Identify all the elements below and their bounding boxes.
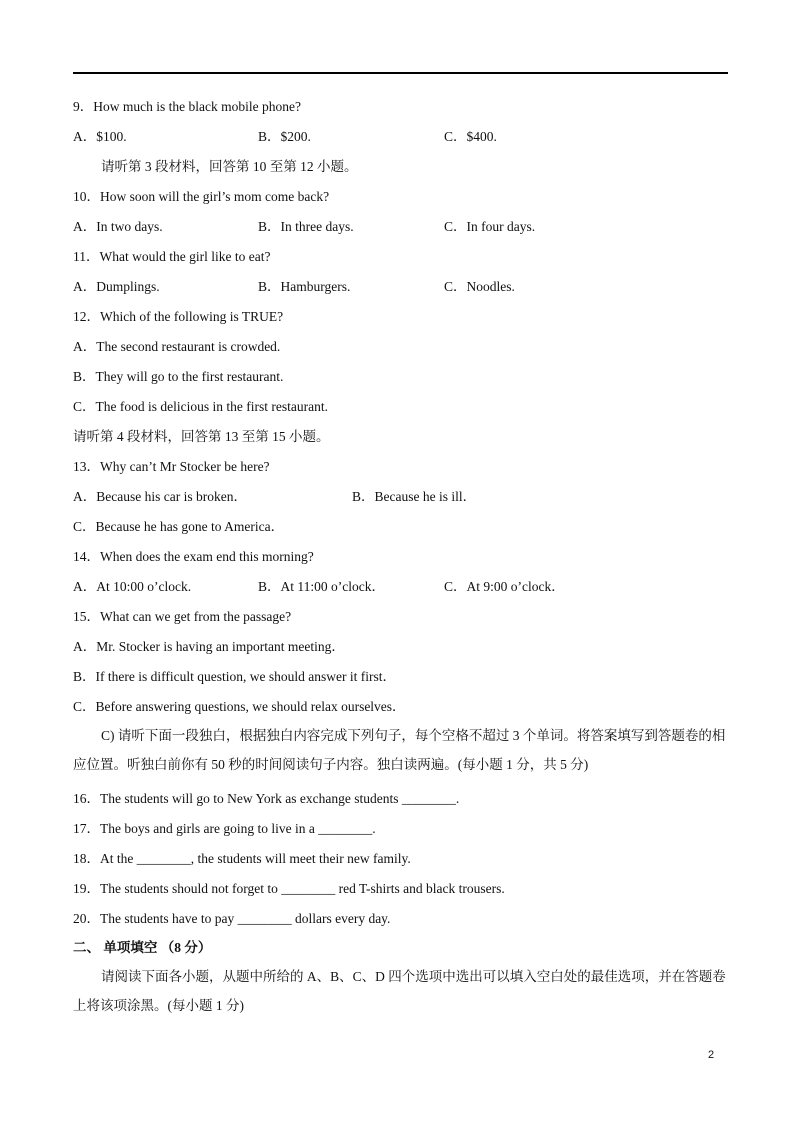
question-13-option-c: C．Because he has gone to America． bbox=[73, 519, 285, 534]
question-17: 17．The boys and girls are going to live in a ________. bbox=[73, 821, 376, 836]
option-c: C．$400. bbox=[444, 129, 497, 144]
question-12-stem: 12．Which of the following is TRUE? bbox=[73, 309, 284, 324]
question-12-option-c: C．The food is delicious in the first restaurant. bbox=[73, 399, 328, 414]
section-4-intro: 请听第 4 段材料，回答第 13 至第 15 小题。 bbox=[73, 429, 330, 444]
option-a: A．$100. bbox=[73, 129, 127, 144]
option-c: C．In four days. bbox=[444, 219, 536, 234]
option-a: A．At 10:00 o’clock. bbox=[73, 579, 192, 594]
option-a: A．In two days. bbox=[73, 219, 163, 234]
option-b: B．$200. bbox=[258, 129, 311, 144]
question-15-option-a: A．Mr. Stocker is having an important meeting． bbox=[73, 639, 345, 654]
question-15-option-c: C．Before answering questions, we should relax ourselves． bbox=[73, 699, 406, 714]
question-15-option-b: B．If there is difficult question, we should answer it first． bbox=[73, 669, 396, 684]
question-14-stem: 14．When does the exam end this morning? bbox=[73, 549, 314, 564]
option-c: C．Noodles. bbox=[444, 279, 515, 294]
question-9-stem: 9．How much is the black mobile phone? bbox=[73, 99, 301, 114]
question-16: 16．The students will go to New York as exchange students ________. bbox=[73, 791, 460, 806]
question-10-stem: 10．How soon will the girl’s mom come back? bbox=[73, 189, 330, 204]
option-b: B．At 11:00 o’clock． bbox=[258, 579, 385, 594]
question-12-option-a: A．The second restaurant is crowded. bbox=[73, 339, 281, 354]
part-2-instructions: 请阅读下面各小题，从题中所给的 A、B、C、D 四个选项中选出可以填入空白处的最佳选项，并在答题卷上将该项涂黑。(每小题 1 分) bbox=[73, 969, 726, 1013]
option-a: A．Dumplings. bbox=[73, 279, 160, 294]
option-b: B．Hamburgers. bbox=[258, 279, 351, 294]
page-number: 2 bbox=[708, 1049, 715, 1061]
question-19: 19．The students should not forget to ________ red T-shirts and black trousers. bbox=[73, 881, 505, 896]
question-20: 20．The students have to pay ________ dollars every day. bbox=[73, 911, 391, 926]
question-12-option-b: B．They will go to the first restaurant. bbox=[73, 369, 284, 384]
section-3-intro: 请听第 3 段材料，回答第 10 至第 12 小题。 bbox=[101, 159, 358, 174]
question-15-stem: 15．What can we get from the passage? bbox=[73, 609, 292, 624]
part-2-heading: 二、 单项填空 （8 分） bbox=[73, 940, 212, 955]
part-c-instructions: C) 请听下面一段独白，根据独白内容完成下列句子，每个空格不超过 3 个单词。将答案填写到答题卷的相应位置。听独白前你有 50 秒的时间阅读句子内容。独白读两遍。(每小题 1 分，共 5 分) bbox=[73, 728, 726, 772]
option-a: A．Because his car is broken． bbox=[73, 489, 247, 504]
question-18: 18．At the ________, the students will meet their new family. bbox=[73, 851, 411, 866]
option-b: B．Because he is ill． bbox=[352, 489, 477, 504]
question-11-stem: 11．What would the girl like to eat? bbox=[73, 249, 271, 264]
option-b: B．In three days. bbox=[258, 219, 354, 234]
question-13-stem: 13．Why can’t Mr Stocker be here? bbox=[73, 459, 270, 474]
option-c: C．At 9:00 o’clock． bbox=[444, 579, 565, 594]
header-rule bbox=[73, 72, 728, 74]
